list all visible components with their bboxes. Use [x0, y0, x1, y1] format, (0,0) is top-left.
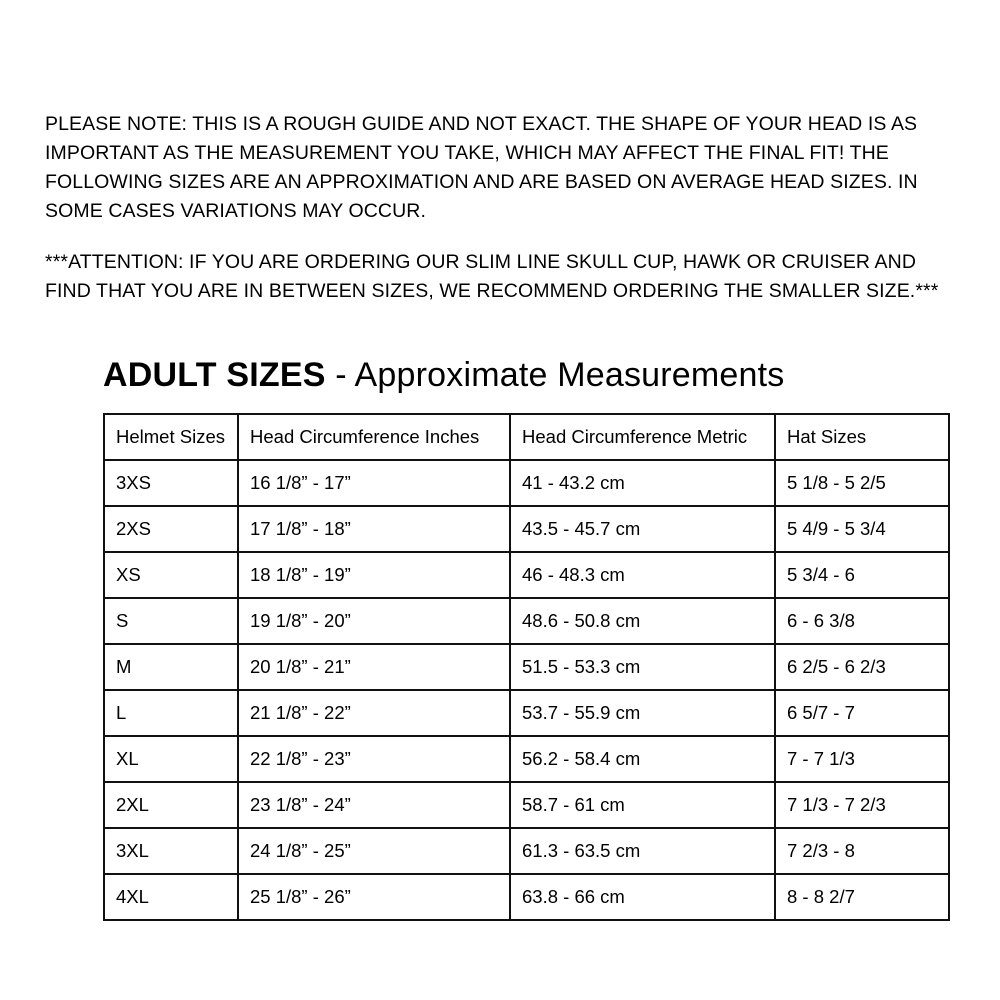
- table-cell: 53.7 - 55.9 cm: [510, 690, 775, 736]
- table-body: [104, 460, 949, 920]
- table-row: [104, 736, 949, 782]
- notes-block: [45, 110, 955, 306]
- table-header: [104, 414, 949, 460]
- table-row: [104, 460, 949, 506]
- table-cell: 7 1/3 - 7 2/3: [775, 782, 949, 828]
- table-row: [104, 690, 949, 736]
- table-cell: 6 - 6 3/8: [775, 598, 949, 644]
- table-header-row: [104, 414, 949, 460]
- table-cell: 24 1/8” - 25”: [238, 828, 510, 874]
- table-cell: 48.6 - 50.8 cm: [510, 598, 775, 644]
- note-paragraph-2: ***ATTENTION: IF YOU ARE ORDERING OUR SLIM LINE SKULL CUP, HAWK OR CRUISER AND FIND THAT YOU ARE IN BETWEEN SIZES, WE RECOMMEND ORDERING THE SMALLER SIZE.***: [45, 251, 939, 302]
- table-cell: 51.5 - 53.3 cm: [510, 644, 775, 690]
- table-cell: 5 4/9 - 5 3/4: [775, 506, 949, 552]
- table-cell: 63.8 - 66 cm: [510, 874, 775, 920]
- table-cell: 5 1/8 - 5 2/5: [775, 460, 949, 506]
- table-cell: 3XS: [104, 460, 238, 506]
- table-cell: 21 1/8” - 22”: [238, 690, 510, 736]
- table-cell: 23 1/8” - 24”: [238, 782, 510, 828]
- table-cell: 25 1/8” - 26”: [238, 874, 510, 920]
- table-cell: 6 2/5 - 6 2/3: [775, 644, 949, 690]
- size-table: [103, 413, 950, 921]
- table-cell: 41 - 43.2 cm: [510, 460, 775, 506]
- page-title-bold: ADULT SIZES: [103, 356, 326, 394]
- table-cell: L: [104, 690, 238, 736]
- table-cell: 18 1/8” - 19”: [238, 552, 510, 598]
- table-cell: XL: [104, 736, 238, 782]
- table-cell: 17 1/8” - 18”: [238, 506, 510, 552]
- table-cell: 5 3/4 - 6: [775, 552, 949, 598]
- column-header-helmet-sizes: Helmet Sizes: [104, 414, 238, 460]
- table-cell: 46 - 48.3 cm: [510, 552, 775, 598]
- table-row: [104, 598, 949, 644]
- table-cell: 4XL: [104, 874, 238, 920]
- table-row: [104, 782, 949, 828]
- table-cell: 22 1/8” - 23”: [238, 736, 510, 782]
- note-paragraph-1: PLEASE NOTE: THIS IS A ROUGH GUIDE AND NOT EXACT. THE SHAPE OF YOUR HEAD IS AS IMPORTANT AS THE MEASUREMENT YOU TAKE, WHICH MAY AFFECT THE FINAL FIT! THE FOLLOWING SIZES ARE AN APPROXIMATION AND ARE BASED ON AVERAGE HEAD SIZES. IN SOME CASES VARIATIONS MAY OCCUR.: [45, 113, 918, 222]
- table-cell: 20 1/8” - 21”: [238, 644, 510, 690]
- table-cell: 56.2 - 58.4 cm: [510, 736, 775, 782]
- table-cell: 2XL: [104, 782, 238, 828]
- table-cell: 19 1/8” - 20”: [238, 598, 510, 644]
- page-title: [103, 356, 955, 395]
- page-title-rest: - Approximate Measurements: [325, 356, 785, 394]
- table-cell: 16 1/8” - 17”: [238, 460, 510, 506]
- table-cell: M: [104, 644, 238, 690]
- table-cell: 3XL: [104, 828, 238, 874]
- table-cell: 61.3 - 63.5 cm: [510, 828, 775, 874]
- table-cell: XS: [104, 552, 238, 598]
- column-header-head-circumference-inches: Head Circumference Inches: [238, 414, 510, 460]
- table-row: [104, 874, 949, 920]
- table-row: [104, 644, 949, 690]
- table-row: [104, 506, 949, 552]
- table-row: [104, 552, 949, 598]
- column-header-hat-sizes: Hat Sizes: [775, 414, 949, 460]
- table-cell: 2XS: [104, 506, 238, 552]
- column-header-head-circumference-metric: Head Circumference Metric: [510, 414, 775, 460]
- table-cell: 7 2/3 - 8: [775, 828, 949, 874]
- table-cell: 6 5/7 - 7: [775, 690, 949, 736]
- table-cell: 58.7 - 61 cm: [510, 782, 775, 828]
- table-row: [104, 828, 949, 874]
- table-cell: 43.5 - 45.7 cm: [510, 506, 775, 552]
- table-cell: 7 - 7 1/3: [775, 736, 949, 782]
- table-cell: 8 - 8 2/7: [775, 874, 949, 920]
- table-cell: S: [104, 598, 238, 644]
